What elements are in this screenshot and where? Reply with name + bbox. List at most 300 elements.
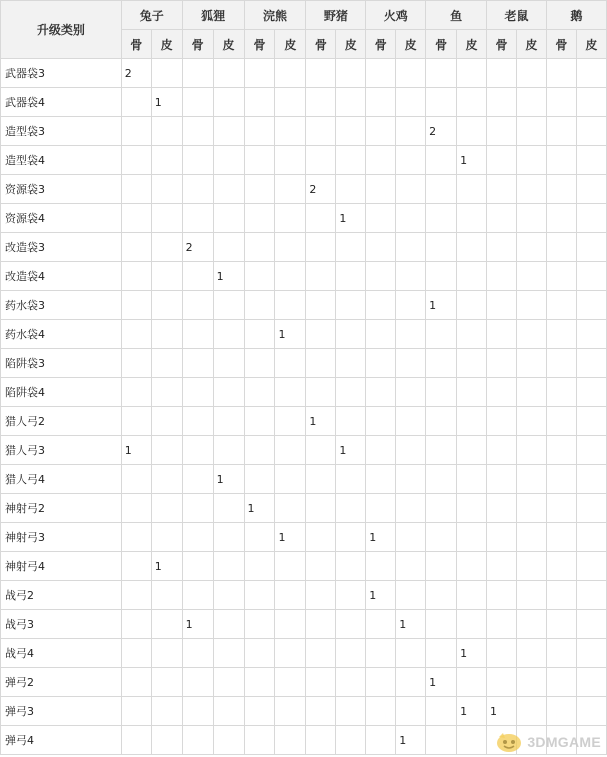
table-cell	[151, 436, 182, 465]
table-cell: 1	[396, 726, 426, 755]
row-label: 改造袋3	[1, 233, 122, 262]
table-cell	[426, 552, 457, 581]
table-cell: 1	[244, 494, 275, 523]
table-cell	[121, 204, 151, 233]
table-cell	[306, 465, 336, 494]
row-label: 神射弓2	[1, 494, 122, 523]
table-cell	[487, 204, 517, 233]
table-cell	[213, 146, 244, 175]
table-cell	[151, 291, 182, 320]
table-cell	[546, 88, 576, 117]
table-cell	[546, 175, 576, 204]
table-cell	[516, 581, 546, 610]
table-cell	[516, 175, 546, 204]
table-cell	[121, 117, 151, 146]
table-row	[1, 639, 607, 668]
table-row	[1, 494, 607, 523]
table-cell	[151, 581, 182, 610]
table-cell	[121, 523, 151, 552]
table-cell	[336, 581, 366, 610]
table-cell	[336, 320, 366, 349]
table-cell	[546, 378, 576, 407]
table-cell	[396, 117, 426, 146]
table-row	[1, 146, 607, 175]
table-cell	[121, 378, 151, 407]
table-cell	[275, 436, 306, 465]
row-label: 神射弓3	[1, 523, 122, 552]
table-cell	[366, 233, 396, 262]
table-cell	[213, 726, 244, 755]
table-cell	[306, 59, 336, 88]
table-cell	[546, 204, 576, 233]
table-cell	[457, 88, 487, 117]
table-cell	[244, 610, 275, 639]
table-cell	[576, 581, 606, 610]
table-cell	[182, 436, 213, 465]
bone-subheader: 骨	[121, 30, 151, 59]
table-cell	[213, 117, 244, 146]
table-cell	[306, 349, 336, 378]
table-cell	[121, 262, 151, 291]
table-cell	[516, 668, 546, 697]
table-cell	[244, 465, 275, 494]
table-cell	[396, 494, 426, 523]
table-cell	[516, 262, 546, 291]
table-cell	[244, 291, 275, 320]
table-cell	[275, 552, 306, 581]
table-cell	[546, 610, 576, 639]
table-cell	[244, 204, 275, 233]
row-label: 弹弓4	[1, 726, 122, 755]
table-row	[1, 349, 607, 378]
table-cell	[306, 233, 336, 262]
table-cell: 1	[457, 697, 487, 726]
table-cell	[396, 639, 426, 668]
table-cell	[121, 610, 151, 639]
table-cell	[457, 59, 487, 88]
table-cell	[121, 552, 151, 581]
table-cell	[457, 349, 487, 378]
table-cell	[546, 407, 576, 436]
table-cell	[366, 349, 396, 378]
table-cell	[244, 59, 275, 88]
table-cell: 1	[306, 407, 336, 436]
table-cell	[244, 117, 275, 146]
table-row	[1, 378, 607, 407]
table-cell	[487, 639, 517, 668]
table-cell	[487, 378, 517, 407]
table-cell	[244, 668, 275, 697]
table-cell	[213, 552, 244, 581]
table-cell	[244, 523, 275, 552]
table-cell	[275, 233, 306, 262]
table-cell: 1	[213, 262, 244, 291]
table-cell	[487, 262, 517, 291]
table-cell	[151, 175, 182, 204]
table-cell	[396, 59, 426, 88]
table-cell	[121, 88, 151, 117]
table-cell: 1	[366, 581, 396, 610]
table-cell	[366, 552, 396, 581]
table-cell	[213, 436, 244, 465]
table-cell	[457, 407, 487, 436]
table-row	[1, 465, 607, 494]
table-cell	[275, 262, 306, 291]
table-cell	[213, 407, 244, 436]
table-cell	[336, 146, 366, 175]
table-cell	[244, 378, 275, 407]
table-cell	[546, 639, 576, 668]
table-cell	[182, 88, 213, 117]
table-cell	[275, 59, 306, 88]
row-label: 战弓3	[1, 610, 122, 639]
table-row	[1, 204, 607, 233]
table-cell	[213, 175, 244, 204]
table-cell	[396, 291, 426, 320]
table-cell	[244, 175, 275, 204]
table-row	[1, 175, 607, 204]
table-cell	[151, 639, 182, 668]
bone-subheader: 骨	[366, 30, 396, 59]
table-cell	[182, 262, 213, 291]
table-cell	[306, 639, 336, 668]
table-cell	[182, 639, 213, 668]
table-cell	[121, 291, 151, 320]
table-cell	[336, 494, 366, 523]
table-cell	[182, 146, 213, 175]
table-cell	[275, 639, 306, 668]
table-cell	[366, 88, 396, 117]
row-label: 神射弓4	[1, 552, 122, 581]
table-cell	[244, 349, 275, 378]
table-cell: 1	[151, 552, 182, 581]
table-cell	[426, 88, 457, 117]
table-cell	[366, 465, 396, 494]
table-cell	[396, 175, 426, 204]
table-cell	[457, 465, 487, 494]
table-cell	[396, 407, 426, 436]
table-cell	[426, 639, 457, 668]
animal-header: 兔子	[121, 1, 182, 30]
table-cell	[182, 465, 213, 494]
animal-header: 火鸡	[366, 1, 426, 30]
table-cell	[426, 262, 457, 291]
table-cell	[546, 146, 576, 175]
hide-subheader: 皮	[336, 30, 366, 59]
table-cell	[306, 726, 336, 755]
table-row	[1, 320, 607, 349]
table-cell: 2	[426, 117, 457, 146]
table-cell	[516, 204, 546, 233]
table-cell	[516, 552, 546, 581]
table-cell	[426, 233, 457, 262]
bone-subheader: 骨	[487, 30, 517, 59]
row-label: 战弓4	[1, 639, 122, 668]
table-cell	[457, 552, 487, 581]
table-cell	[516, 117, 546, 146]
bone-subheader: 骨	[426, 30, 457, 59]
table-cell	[244, 262, 275, 291]
animal-header: 鱼	[426, 1, 487, 30]
table-cell	[121, 175, 151, 204]
table-cell	[213, 204, 244, 233]
table-cell	[487, 668, 517, 697]
table-cell	[457, 320, 487, 349]
table-row	[1, 59, 607, 88]
table-cell	[516, 291, 546, 320]
table-cell	[336, 726, 366, 755]
table-cell	[275, 117, 306, 146]
table-cell	[244, 146, 275, 175]
table-cell	[487, 175, 517, 204]
table-cell	[306, 88, 336, 117]
table-cell	[487, 465, 517, 494]
table-cell	[366, 59, 396, 88]
hide-subheader: 皮	[457, 30, 487, 59]
table-cell: 1	[457, 639, 487, 668]
table-cell	[396, 146, 426, 175]
table-cell	[546, 436, 576, 465]
mascot-face-icon	[494, 731, 524, 753]
table-cell	[275, 610, 306, 639]
table-cell	[213, 581, 244, 610]
table-cell	[306, 291, 336, 320]
table-cell	[546, 494, 576, 523]
table-cell: 2	[306, 175, 336, 204]
table-cell	[396, 378, 426, 407]
table-cell	[457, 610, 487, 639]
table-cell	[426, 59, 457, 88]
table-cell	[182, 349, 213, 378]
table-cell	[244, 233, 275, 262]
table-cell	[121, 639, 151, 668]
table-cell	[426, 523, 457, 552]
table-cell	[275, 581, 306, 610]
table-cell	[336, 117, 366, 146]
table-cell	[366, 639, 396, 668]
table-cell	[151, 204, 182, 233]
table-cell	[244, 697, 275, 726]
table-cell	[487, 552, 517, 581]
table-row	[1, 668, 607, 697]
table-cell	[546, 581, 576, 610]
table-cell	[426, 378, 457, 407]
table-cell: 1	[426, 668, 457, 697]
row-label: 资源袋4	[1, 204, 122, 233]
table-cell	[576, 407, 606, 436]
table-cell	[576, 175, 606, 204]
table-cell	[151, 262, 182, 291]
animal-header: 野猪	[306, 1, 366, 30]
table-cell	[546, 117, 576, 146]
table-cell	[121, 726, 151, 755]
table-cell	[576, 349, 606, 378]
table-cell	[244, 436, 275, 465]
table-cell	[121, 407, 151, 436]
table-cell	[457, 668, 487, 697]
table-cell	[336, 465, 366, 494]
table-cell	[487, 494, 517, 523]
table-cell	[151, 146, 182, 175]
table-cell	[576, 59, 606, 88]
table-cell	[121, 465, 151, 494]
table-cell	[576, 88, 606, 117]
table-cell	[275, 494, 306, 523]
table-cell	[426, 581, 457, 610]
table-cell	[426, 349, 457, 378]
table-cell	[244, 726, 275, 755]
row-label: 改造袋4	[1, 262, 122, 291]
table-cell	[182, 320, 213, 349]
bone-subheader: 骨	[306, 30, 336, 59]
table-cell	[366, 726, 396, 755]
table-cell	[182, 697, 213, 726]
table-cell	[487, 233, 517, 262]
table-cell	[213, 523, 244, 552]
table-cell	[487, 349, 517, 378]
bone-subheader: 骨	[546, 30, 576, 59]
table-cell	[336, 523, 366, 552]
table-cell	[457, 436, 487, 465]
table-cell	[336, 378, 366, 407]
animal-header: 狐狸	[182, 1, 244, 30]
table-cell	[275, 378, 306, 407]
table-cell	[121, 494, 151, 523]
table-row	[1, 291, 607, 320]
table-cell	[576, 465, 606, 494]
watermark-text: 3DMGAME	[527, 734, 601, 750]
table-cell: 2	[121, 59, 151, 88]
table-cell	[516, 146, 546, 175]
table-row	[1, 552, 607, 581]
table-cell	[576, 639, 606, 668]
table-cell	[396, 668, 426, 697]
table-cell	[151, 378, 182, 407]
table-cell	[546, 523, 576, 552]
table-cell	[487, 291, 517, 320]
table-cell	[182, 175, 213, 204]
row-label: 造型袋3	[1, 117, 122, 146]
table-cell	[516, 697, 546, 726]
table-cell	[244, 320, 275, 349]
table-cell	[151, 233, 182, 262]
table-cell	[396, 349, 426, 378]
bone-subheader: 骨	[244, 30, 275, 59]
table-cell: 1	[121, 436, 151, 465]
table-cell	[576, 320, 606, 349]
hide-subheader: 皮	[516, 30, 546, 59]
table-cell	[426, 465, 457, 494]
table-cell	[244, 552, 275, 581]
table-cell: 1	[487, 697, 517, 726]
table-cell	[336, 175, 366, 204]
table-row	[1, 262, 607, 291]
hide-subheader: 皮	[213, 30, 244, 59]
table-cell	[121, 581, 151, 610]
table-cell	[182, 726, 213, 755]
table-cell	[546, 233, 576, 262]
table-cell	[182, 581, 213, 610]
table-cell	[366, 291, 396, 320]
table-cell	[244, 581, 275, 610]
table-cell	[516, 465, 546, 494]
table-cell	[457, 233, 487, 262]
table-cell	[487, 88, 517, 117]
bone-subheader: 骨	[182, 30, 213, 59]
table-cell: 1	[457, 146, 487, 175]
table-cell	[213, 610, 244, 639]
table-cell: 1	[336, 204, 366, 233]
table-cell	[546, 349, 576, 378]
table-cell	[457, 523, 487, 552]
table-cell	[487, 581, 517, 610]
table-cell: 1	[396, 610, 426, 639]
table-cell	[457, 262, 487, 291]
table-cell	[213, 349, 244, 378]
table-cell	[151, 726, 182, 755]
table-cell	[244, 639, 275, 668]
table-cell	[487, 523, 517, 552]
table-cell	[546, 697, 576, 726]
table-cell	[182, 291, 213, 320]
table-cell	[121, 146, 151, 175]
table-cell	[151, 465, 182, 494]
table-cell	[213, 291, 244, 320]
table-cell	[426, 146, 457, 175]
table-cell	[275, 349, 306, 378]
row-label: 弹弓2	[1, 668, 122, 697]
table-cell	[306, 523, 336, 552]
table-cell: 1	[151, 88, 182, 117]
table-cell	[306, 610, 336, 639]
table-cell	[151, 494, 182, 523]
table-cell	[275, 88, 306, 117]
table-cell	[576, 697, 606, 726]
table-cell	[366, 117, 396, 146]
table-cell	[182, 552, 213, 581]
table-cell	[546, 552, 576, 581]
table-cell	[336, 59, 366, 88]
table-cell	[182, 523, 213, 552]
table-cell	[336, 349, 366, 378]
row-label: 猎人弓2	[1, 407, 122, 436]
table-cell	[546, 668, 576, 697]
table-cell	[151, 407, 182, 436]
table-cell	[275, 697, 306, 726]
table-cell	[576, 378, 606, 407]
table-cell	[213, 378, 244, 407]
table-cell: 1	[426, 291, 457, 320]
table-cell	[275, 204, 306, 233]
table-cell	[487, 407, 517, 436]
table-cell	[576, 146, 606, 175]
table-cell	[151, 523, 182, 552]
table-cell	[576, 262, 606, 291]
table-cell	[336, 262, 366, 291]
table-cell: 1	[182, 610, 213, 639]
table-cell	[213, 88, 244, 117]
table-cell	[516, 349, 546, 378]
table-cell	[516, 59, 546, 88]
row-label: 弹弓3	[1, 697, 122, 726]
table-cell	[244, 407, 275, 436]
table-cell	[275, 291, 306, 320]
hide-subheader: 皮	[396, 30, 426, 59]
table-cell	[487, 59, 517, 88]
table-cell	[516, 610, 546, 639]
table-cell	[182, 668, 213, 697]
row-label: 资源袋3	[1, 175, 122, 204]
